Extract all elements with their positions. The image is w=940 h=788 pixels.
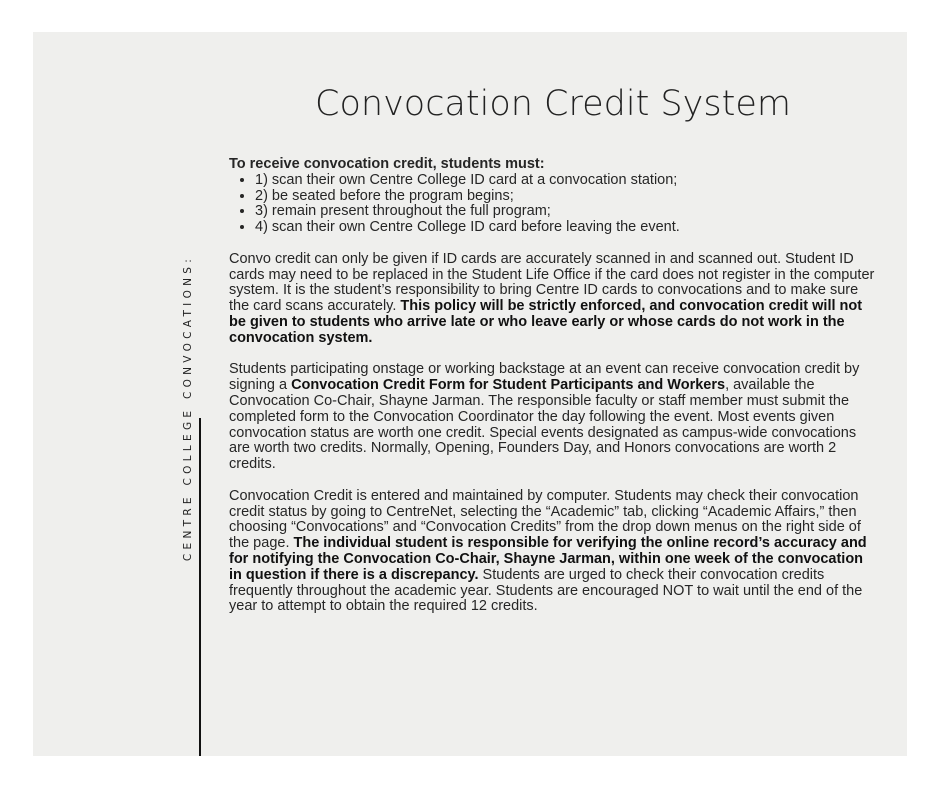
paragraph-emphasis: This policy will be strictly enforced, and convocation credit will not be given to students who arrive late or who leave early or whose cards do not work in the convocation system.	[229, 298, 863, 346]
credit-tracking-paragraph	[229, 489, 877, 615]
page-title: Convocation Credit System	[315, 84, 791, 124]
paragraph-text: Convo credit can only be given if ID cards are accurately scanned in and scanned out. Student ID cards may need to be replaced in the Student Life Office if the card does not register in the computer system. It is the student’s responsibility to bring Centre ID cards to convocations and to make sure the card scans accurately.	[229, 250, 875, 315]
policy-content	[229, 157, 877, 615]
participants-paragraph	[229, 362, 877, 473]
form-name: Convocation Credit Form for Student Participants and Workers	[291, 377, 726, 394]
paragraph-emphasis: The individual student is responsible for verifying the online record’s accuracy and for notifying the Convocation Co-Chair, Shayne Jarman, within one week of the convocation in question if there is a discrepancy.	[229, 535, 867, 583]
requirements-list	[229, 173, 877, 236]
requirements-heading: To receive convocation credit, students must:	[229, 156, 545, 172]
paragraph-text: Students participating onstage or working backstage at an event can receive convocation credit by signing a	[229, 361, 860, 394]
requirement-item: • 3) remain present throughout the full program;	[255, 204, 877, 220]
id-card-paragraph	[229, 252, 877, 347]
side-label-text: CENTRE COLLEGE CONVOCATIONS:	[182, 254, 194, 562]
paragraph-text: , available the Convocation Co-Chair, Shayne Jarman. The responsible faculty or staff member must submit the completed form to the Convocation Coordinator the day following the event. Most events given convocation status are worth one credit. Special events designated as campus-wide convocations are worth two credits. Normally, Opening, Founders Day, and Honors convocations are worth 2 credits.	[229, 377, 857, 473]
paragraph-text: Students are urged to check their convocation credits frequently throughout the academic year. Students are encouraged NOT to wait until the end of the year to attempt to obtain the required 12 credits.	[229, 566, 863, 615]
requirement-item: • 2) be seated before the program begins;	[255, 189, 877, 205]
requirement-item: • 4) scan their own Centre College ID card before leaving the event.	[255, 220, 877, 236]
side-divider-line	[199, 418, 201, 756]
requirement-item: • 1) scan their own Centre College ID card at a convocation station;	[255, 173, 877, 189]
paragraph-text: Convocation Credit is entered and maintained by computer. Students may check their convocation credit status by going to CentreNet, selecting the “Academic” tab, clicking “Academic Affairs,” then choosing “Convocations” and “Convocation Credits” from the drop down menus on the right side of the page.	[229, 487, 861, 552]
